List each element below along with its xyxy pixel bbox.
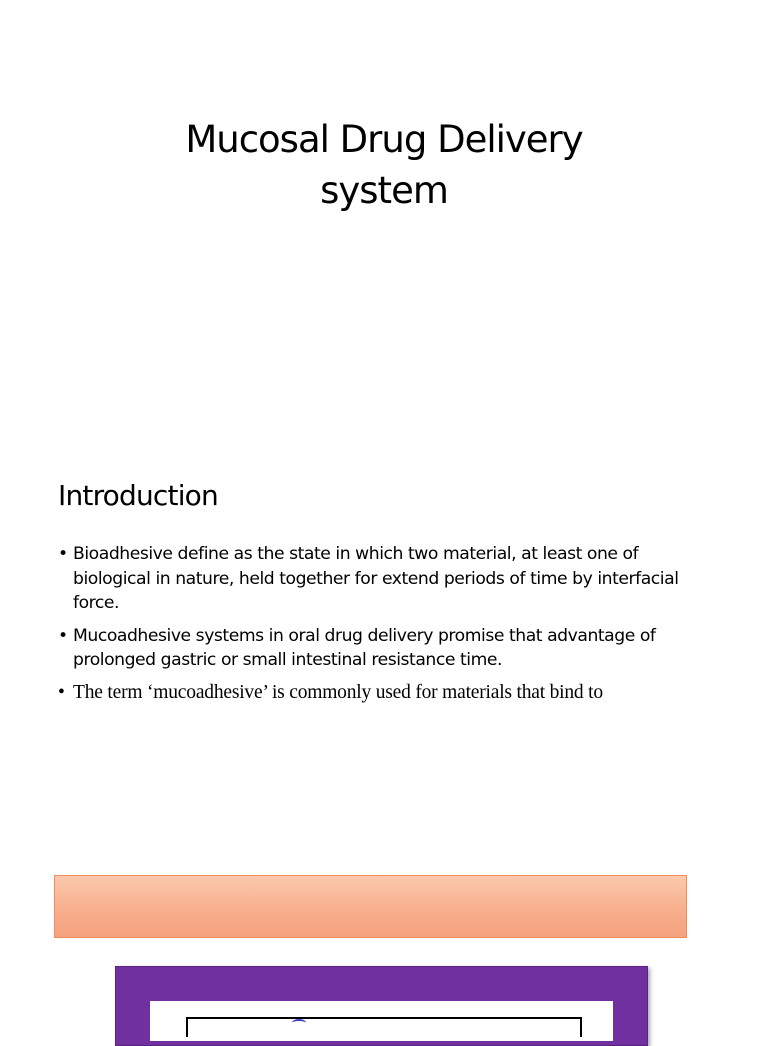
bullet-dot-icon: • — [58, 681, 65, 703]
bullet-item-bioadhesive — [58, 542, 708, 616]
introduction-heading: Introduction — [58, 479, 218, 512]
bullet-item-mucoadhesive-systems — [58, 624, 708, 673]
bullet-text: Bioadhesive define as the state in which two material, at least one of biological in nature, held together for extend periods of time by interfacial force. — [73, 544, 679, 613]
slide-title-line-2: system — [320, 169, 448, 212]
slide-title-line-1: Mucosal Drug Delivery — [185, 118, 583, 161]
bullet-text: The term ‘mucoadhesive’ is commonly used for materials that bind to — [73, 681, 603, 703]
bullet-dot-icon: • — [58, 544, 68, 564]
bullet-item-term-mucoadhesive — [58, 681, 708, 706]
bullet-dot-icon: • — [58, 625, 68, 646]
slide-title — [0, 114, 768, 216]
bullet-text: Mucoadhesive systems in oral drug delivery promise that advantage of prolonged gastric or small intestinal resistance time. — [73, 625, 656, 670]
introduction-bullet-list — [58, 542, 708, 713]
image-inner-box — [186, 1017, 582, 1037]
orange-banner — [54, 875, 687, 938]
image-partial-mark — [292, 1019, 306, 1027]
